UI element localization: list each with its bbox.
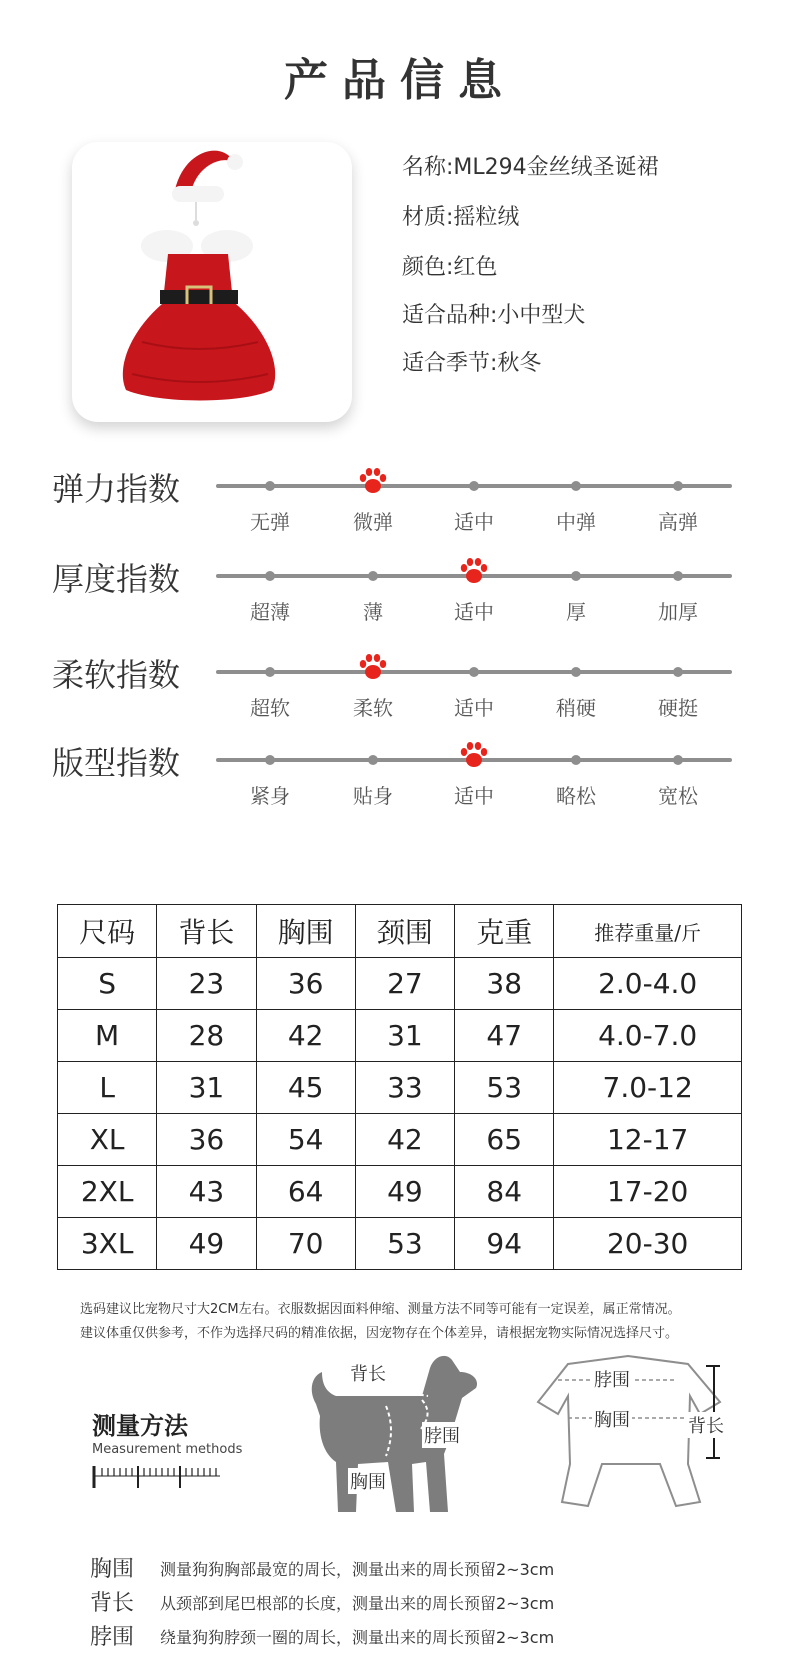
table-cell: 42 xyxy=(355,1114,454,1166)
table-cell: 23 xyxy=(157,958,256,1010)
table-cell: L xyxy=(58,1062,157,1114)
rating-tick xyxy=(368,755,378,765)
rating-option-label: 略松 xyxy=(556,784,596,808)
rating-tick xyxy=(571,481,581,491)
rating-option-label: 加厚 xyxy=(658,600,698,624)
table-cell: 4.0-7.0 xyxy=(554,1010,742,1062)
rating-option-label: 稍硬 xyxy=(556,696,596,720)
rating-option-label: 超软 xyxy=(250,696,290,720)
rating-title: 弹力指数 xyxy=(52,470,181,508)
table-cell: 2.0-4.0 xyxy=(554,958,742,1010)
method-back-desc: 从颈部到尾巴根部的长度，测量出来的周长预留2~3cm xyxy=(160,1594,555,1613)
garment-back-label: 背长 xyxy=(686,1412,726,1438)
dog-chest-label: 胸围 xyxy=(348,1468,388,1494)
rating-option-label: 薄 xyxy=(363,600,383,624)
rating-option-label: 适中 xyxy=(454,696,494,720)
table-cell: 65 xyxy=(455,1114,554,1166)
rating-option-label: 厚 xyxy=(566,600,586,624)
page-title: 产品信息 xyxy=(284,55,516,106)
table-cell: 28 xyxy=(157,1010,256,1062)
rating-tick xyxy=(469,667,479,677)
paw-marker-icon xyxy=(358,653,388,681)
rating-tick xyxy=(469,481,479,491)
table-cell: 53 xyxy=(355,1218,454,1270)
table-cell: 38 xyxy=(455,958,554,1010)
table-cell: 45 xyxy=(256,1062,355,1114)
product-material: 材质:摇粒绒 xyxy=(402,205,520,230)
rating-option-label: 紧身 xyxy=(250,784,290,808)
table-row xyxy=(58,1218,742,1270)
table-cell: 49 xyxy=(355,1166,454,1218)
rating-title: 柔软指数 xyxy=(52,656,181,694)
size-table xyxy=(57,904,742,1270)
table-cell: 84 xyxy=(455,1166,554,1218)
table-cell: 47 xyxy=(455,1010,554,1062)
table-cell: 31 xyxy=(157,1062,256,1114)
table-cell: 7.0-12 xyxy=(554,1062,742,1114)
table-cell: 70 xyxy=(256,1218,355,1270)
rating-tick xyxy=(265,755,275,765)
paw-marker-icon xyxy=(358,467,388,495)
table-cell: 94 xyxy=(455,1218,554,1270)
paw-marker-icon xyxy=(459,557,489,585)
method-chest-desc: 测量狗狗胸部最宽的周长，测量出来的周长预留2~3cm xyxy=(160,1560,555,1579)
rating-tick xyxy=(265,481,275,491)
size-note-2: 建议体重仅供参考，不作为选择尺码的精准依据，因宠物存在个体差异，请根据宠物实际情况选择尺寸。 xyxy=(80,1326,679,1341)
table-cell: 33 xyxy=(355,1062,454,1114)
rating-option-label: 高弹 xyxy=(658,510,698,534)
table-cell: 49 xyxy=(157,1218,256,1270)
rating-title: 厚度指数 xyxy=(52,560,181,598)
table-cell: 27 xyxy=(355,958,454,1010)
product-image-card xyxy=(72,142,352,422)
dog-measurement-diagram xyxy=(302,1350,482,1520)
header-back-length: 背长 xyxy=(157,905,256,958)
rating-option-label: 宽松 xyxy=(658,784,698,808)
rating-tick xyxy=(265,667,275,677)
rating-tick xyxy=(673,755,683,765)
header-chest: 胸围 xyxy=(256,905,355,958)
garment-neck-label: 脖围 xyxy=(592,1366,632,1392)
header-recommended-weight: 推荐重量/斤 xyxy=(554,905,742,958)
table-row xyxy=(58,1010,742,1062)
table-cell: 31 xyxy=(355,1010,454,1062)
measurement-subtitle: Measurement methods xyxy=(92,1442,243,1457)
table-cell: 53 xyxy=(455,1062,554,1114)
table-cell: S xyxy=(58,958,157,1010)
rating-tick xyxy=(571,571,581,581)
rating-option-label: 适中 xyxy=(454,510,494,534)
size-note-1: 选码建议比宠物尺寸大2CM左右。衣服数据因面料伸缩、测量方法不同等可能有一定误差，属正常情况。 xyxy=(80,1302,681,1317)
rating-tick xyxy=(673,667,683,677)
measurement-title: 测量方法 xyxy=(92,1412,188,1440)
rating-tick xyxy=(571,755,581,765)
method-back-key: 背长 xyxy=(90,1591,135,1616)
table-cell: 42 xyxy=(256,1010,355,1062)
garment-measurement-diagram xyxy=(528,1352,728,1512)
rating-option-label: 中弹 xyxy=(556,510,596,534)
table-row xyxy=(58,1114,742,1166)
rating-option-label: 无弹 xyxy=(250,510,290,534)
rating-option-label: 贴身 xyxy=(353,784,393,808)
method-chest-key: 胸围 xyxy=(90,1557,135,1582)
table-cell: 64 xyxy=(256,1166,355,1218)
rating-tick xyxy=(265,571,275,581)
rating-option-label: 硬挺 xyxy=(658,696,698,720)
rating-title: 版型指数 xyxy=(52,744,181,782)
table-header-row xyxy=(58,905,742,958)
table-row xyxy=(58,958,742,1010)
santa-dress-image xyxy=(72,142,352,422)
method-neck-desc: 绕量狗狗脖颈一圈的周长，测量出来的周长预留2~3cm xyxy=(160,1628,555,1647)
table-cell: 17-20 xyxy=(554,1166,742,1218)
product-color: 颜色:红色 xyxy=(402,255,498,280)
table-row xyxy=(58,1062,742,1114)
table-row xyxy=(58,1166,742,1218)
garment-chest-label: 胸围 xyxy=(592,1406,632,1432)
rating-option-label: 适中 xyxy=(454,784,494,808)
rating-tick xyxy=(368,571,378,581)
table-cell: 3XL xyxy=(58,1218,157,1270)
header-weight-grams: 克重 xyxy=(455,905,554,958)
rating-tick xyxy=(571,667,581,677)
header-size: 尺码 xyxy=(58,905,157,958)
rating-option-label: 微弹 xyxy=(353,510,393,534)
table-cell: XL xyxy=(58,1114,157,1166)
product-season: 适合季节:秋冬 xyxy=(402,351,542,376)
table-cell: 43 xyxy=(157,1166,256,1218)
product-breed: 适合品种:小中型犬 xyxy=(402,303,586,328)
table-cell: M xyxy=(58,1010,157,1062)
dog-back-label: 背长 xyxy=(348,1360,388,1386)
rating-tick xyxy=(673,481,683,491)
table-cell: 36 xyxy=(157,1114,256,1166)
rating-tick xyxy=(673,571,683,581)
ruler-icon xyxy=(92,1462,222,1490)
method-neck-key: 脖围 xyxy=(90,1625,135,1650)
product-name: 名称:ML294金丝绒圣诞裙 xyxy=(402,155,659,180)
paw-marker-icon xyxy=(459,741,489,769)
table-cell: 54 xyxy=(256,1114,355,1166)
header-neck: 颈围 xyxy=(355,905,454,958)
rating-option-label: 柔软 xyxy=(353,696,393,720)
table-cell: 20-30 xyxy=(554,1218,742,1270)
table-cell: 12-17 xyxy=(554,1114,742,1166)
rating-option-label: 超薄 xyxy=(250,600,290,624)
rating-option-label: 适中 xyxy=(454,600,494,624)
table-cell: 2XL xyxy=(58,1166,157,1218)
table-cell: 36 xyxy=(256,958,355,1010)
dog-neck-label: 脖围 xyxy=(422,1422,462,1448)
